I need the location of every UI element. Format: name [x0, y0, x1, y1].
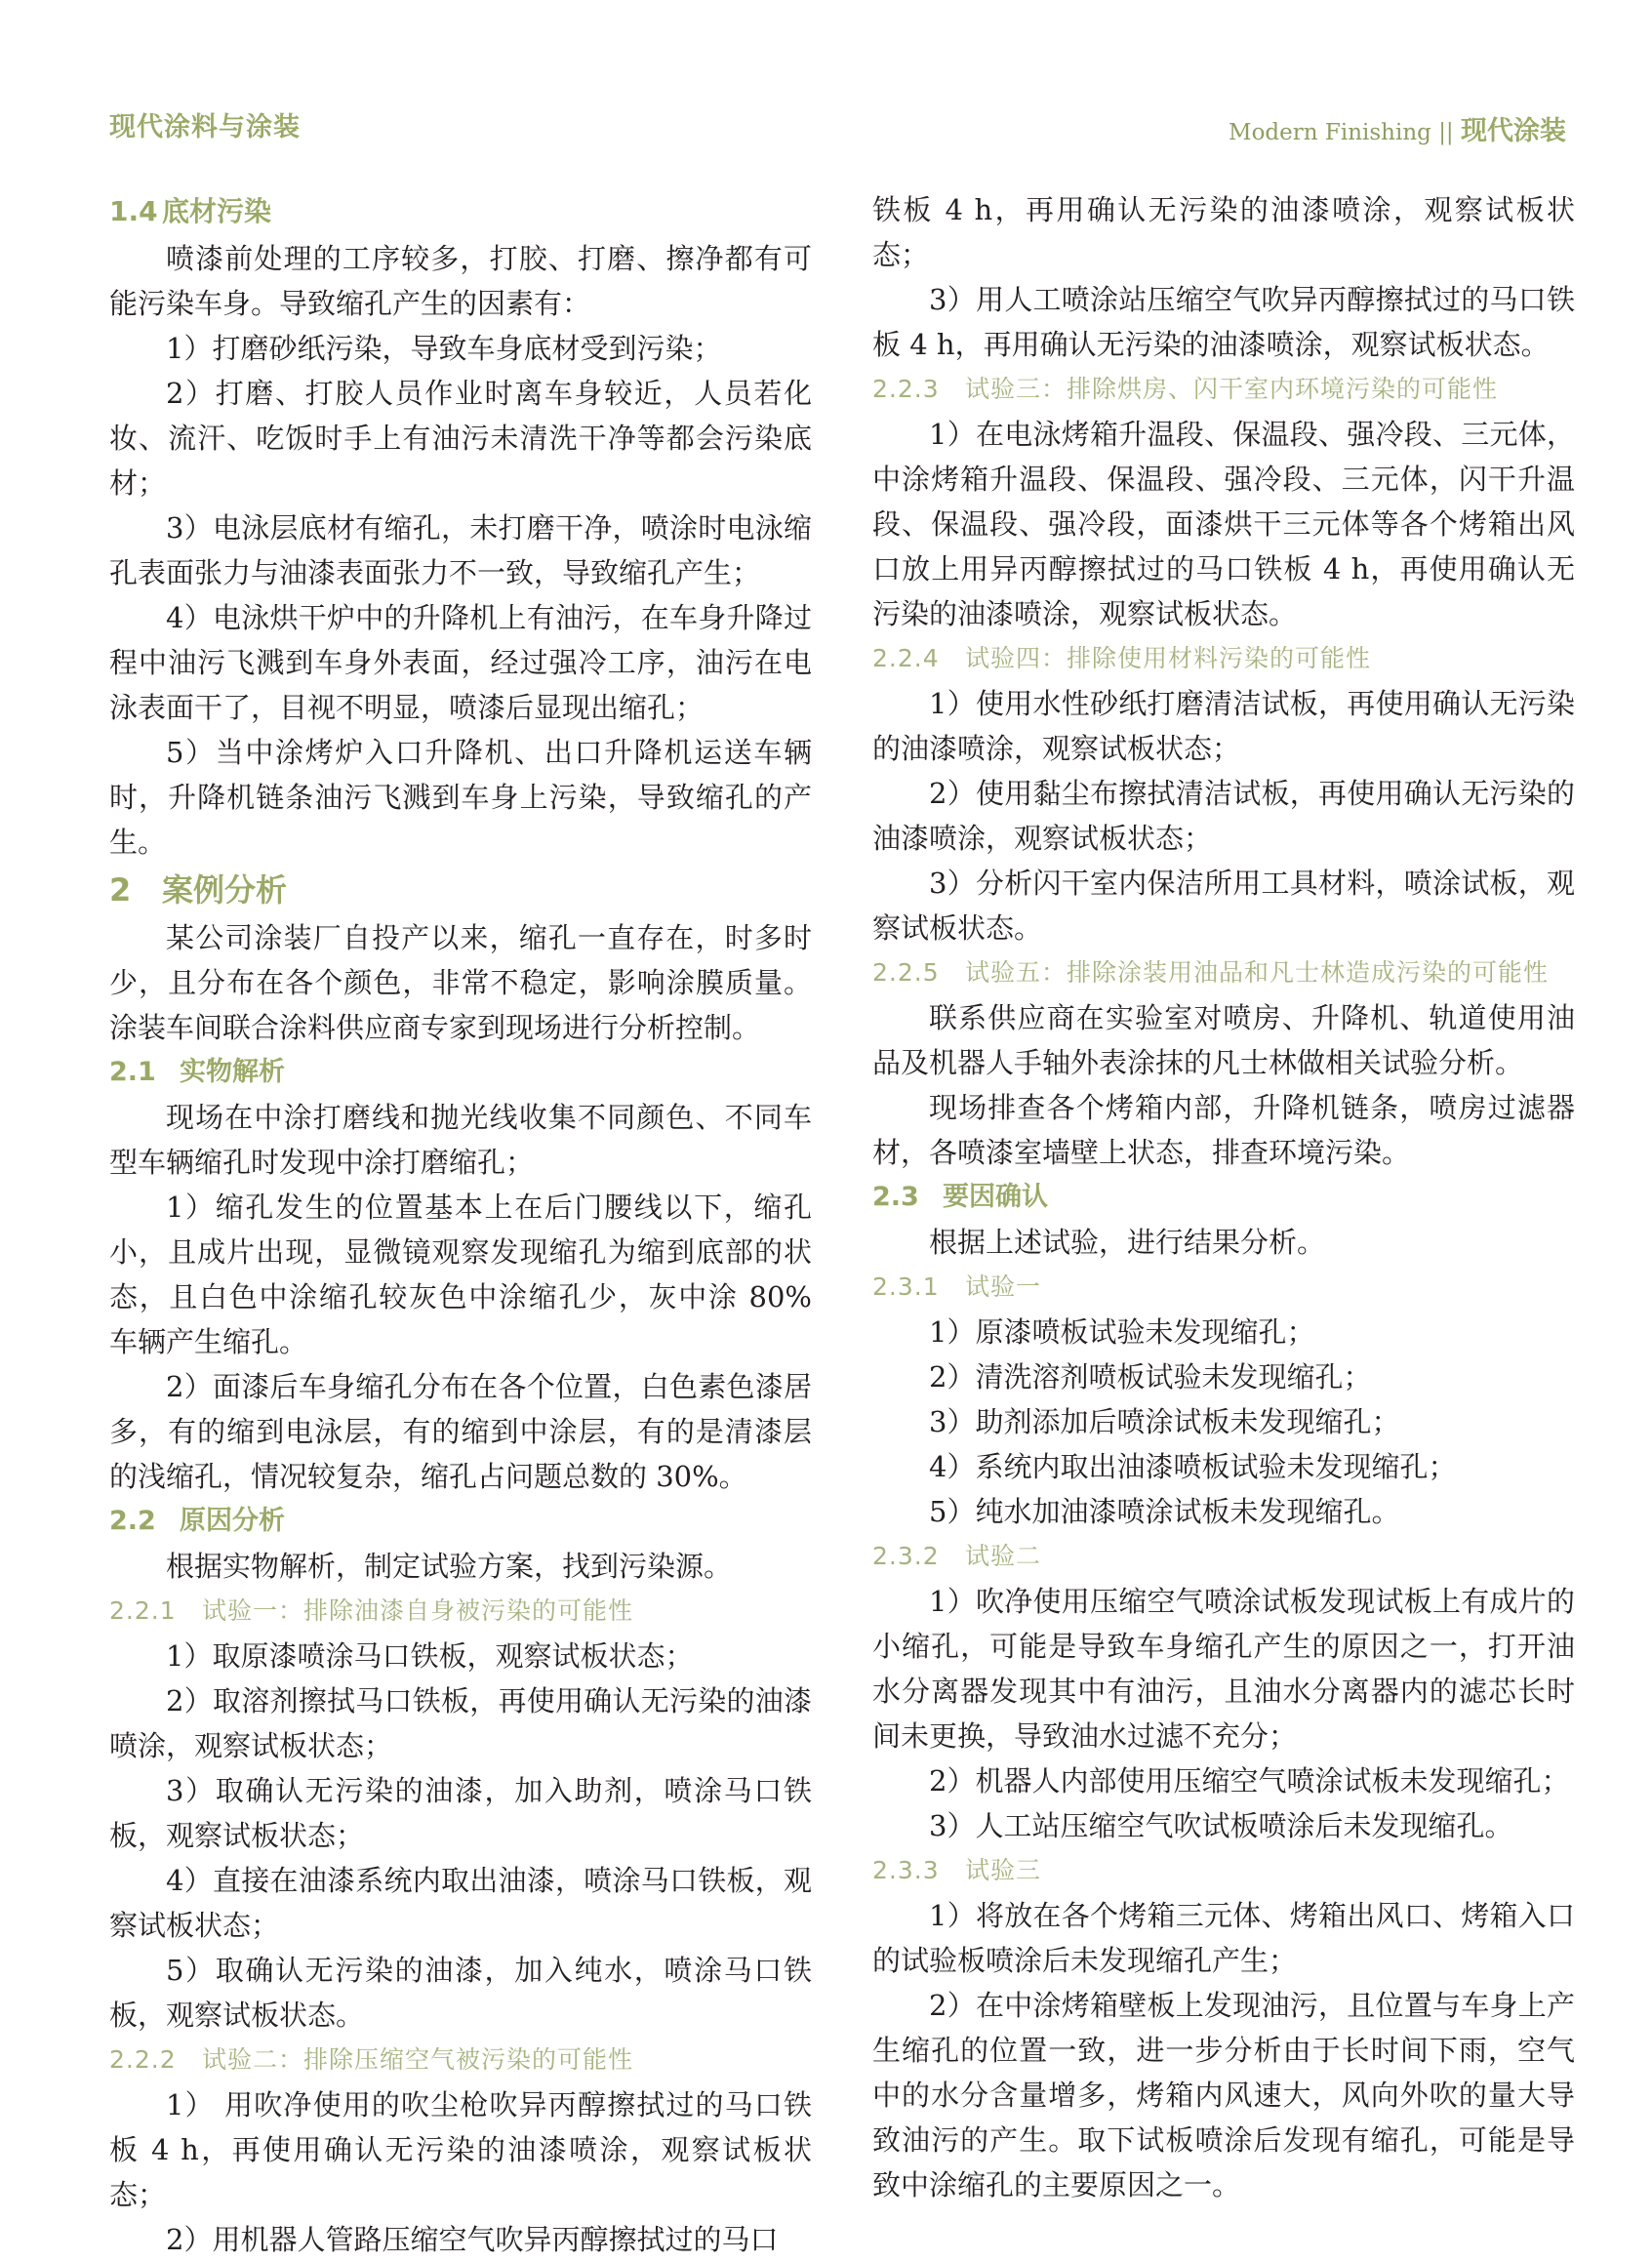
page-header [109, 105, 1566, 144]
paragraph: 1）原漆喷板试验未发现缩孔； [929, 1315, 1315, 1349]
paragraph: 1）在电泳烤箱升温段、保温段、强冷段、三元体，中涂烤箱升温段、保温段、强冷段、三元体，闪干升温段、保温段、强冷段，面漆烘干三元体等各个烤箱出风口放上用异丙醇擦拭过的马口铁板 4 h，再使用确认无污染的油漆喷涂，观察试板状态。 [872, 418, 1575, 630]
paragraph: 1）将放在各个烤箱三元体、烤箱出风口、烤箱入口的试验板喷涂后未发现缩孔产生； [872, 1899, 1575, 1977]
paragraph: 联系供应商在实验室对喷房、升降机、轨道使用油品及机器人手轴外表涂抹的凡士林做相关试验分析。 [872, 1001, 1575, 1079]
paragraph: 喷漆前处理的工序较多，打胶、打磨、擦净都有可能污染车身。导致缩孔产生的因素有： [109, 242, 812, 320]
paragraph: 2）用机器人管路压缩空气吹异丙醇擦拭过的马口 [166, 2223, 779, 2256]
left-column [109, 187, 812, 2262]
paragraph: 4）系统内取出油漆喷板试验未发现缩孔； [929, 1450, 1457, 1483]
journal-name-cn: 现代涂装 [1461, 116, 1566, 146]
paragraph: 根据实物解析，制定试验方案，找到污染源。 [166, 1550, 733, 1583]
right-column [872, 187, 1575, 2207]
subsubsection-heading: 2.2.2 试验二：排除压缩空气被污染的可能性 [109, 2045, 634, 2074]
paragraph: 2）打磨、打胶人员作业时离车身较近，人员若化妆、流汗、吃饭时手上有油污未清洗干净等都会污染底材； [109, 377, 812, 500]
paragraph: 3）取确认无污染的油漆，加入助剂，喷涂马口铁板，观察试板状态； [109, 1774, 812, 1852]
subsubsection-heading: 2.3.3 试验三 [872, 1856, 1042, 1884]
paragraph: 2）使用黏尘布擦拭清洁试板，再使用确认无污染的油漆喷涂，观察试板状态； [872, 777, 1575, 855]
paragraph: 根据上述试验，进行结果分析。 [929, 1226, 1326, 1259]
paragraph: 2）机器人内部使用压缩空气喷涂试板未发现缩孔； [929, 1764, 1570, 1797]
subsubsection-heading: 2.2.1 试验一：排除油漆自身被污染的可能性 [109, 1596, 634, 1625]
paragraph: 4）直接在油漆系统内取出油漆，喷涂马口铁板，观察试板状态； [109, 1864, 812, 1942]
paragraph: 1）吹净使用压缩空气喷涂试板发现试板上有成片的小缩孔，可能是导致车身缩孔产生的原因之一，打开油水分离器发现其中有油污，且油水分离器内的滤芯长时间未更换，导致油水过滤不充分； [872, 1585, 1575, 1753]
subsubsection-heading: 2.3.1 试验一 [872, 1272, 1042, 1301]
paragraph: 1）缩孔发生的位置基本上在后门腰线以下，缩孔小，且成片出现，显微镜观察发现缩孔为缩到底部的状态，且白色中涂缩孔较灰色中涂缩孔少，灰中涂 80% 车辆产生缩孔。 [109, 1191, 812, 1358]
paragraph: 2）在中涂烤箱壁板上发现油污，且位置与车身上产生缩孔的位置一致，进一步分析由于长时间下雨，空气中的水分含量增多，烤箱内风速大，风向外吹的量大导致油污的产生。取下试板喷涂后发现有缩孔，可能是导致中涂缩孔的主要原因之一。 [872, 1989, 1575, 2201]
paragraph: 现场在中涂打磨线和抛光线收集不同颜色、不同车型车辆缩孔时发现中涂打磨缩孔； [109, 1101, 812, 1179]
paragraph: 5）当中涂烤炉入口升降机、出口升降机运送车辆时，升降机链条油污飞溅到车身上污染，导致缩孔的产生。 [109, 736, 812, 859]
paragraph: 3）助剂添加后喷涂试板未发现缩孔； [929, 1405, 1400, 1438]
header-separator: || [1438, 120, 1454, 145]
subsubsection-heading: 2.3.2 试验二 [872, 1542, 1042, 1570]
paragraph: 1）打磨砂纸污染，导致车身底材受到污染； [166, 332, 722, 365]
paragraph: 5）纯水加油漆喷涂试板未发现缩孔。 [929, 1495, 1400, 1528]
paragraph: 现场排查各个烤箱内部，升降机链条，喷房过滤器材，各喷漆室墙壁上状态，排查环境污染。 [872, 1091, 1575, 1169]
subsection-heading: 2.1 实物解析 [109, 1057, 285, 1087]
paragraph: 2）面漆后车身缩孔分布在各个位置，白色素色漆居多，有的缩到电泳层，有的缩到中涂层，有的是清漆层的浅缩孔，情况较复杂，缩孔占问题总数的 30%。 [109, 1370, 812, 1493]
paragraph: 1） 用吹净使用的吹尘枪吹异丙醇擦拭过的马口铁板 4 h，再使用确认无污染的油漆喷涂，观察试板状态； [109, 2088, 812, 2211]
paragraph: 3）人工站压缩空气吹试板喷涂后未发现缩孔。 [929, 1809, 1513, 1842]
journal-name-en: Modern Finishing [1229, 120, 1431, 145]
paragraph: 3）用人工喷涂站压缩空气吹异丙醇擦拭过的马口铁板 4 h，再用确认无污染的油漆喷涂，观察试板状态。 [872, 283, 1575, 361]
subsubsection-heading: 2.2.3 试验三：排除烘房、闪干室内环境污染的可能性 [872, 375, 1499, 403]
paragraph: 1）取原漆喷涂马口铁板，观察试板状态； [166, 1639, 694, 1673]
subsection-heading: 2.2 原因分析 [109, 1506, 285, 1536]
paragraph: 2）取溶剂擦拭马口铁板，再使用确认无污染的油漆喷涂，观察试板状态； [109, 1684, 812, 1762]
journal-name: 现代涂料与涂装 [109, 112, 301, 142]
paragraph: 3）电泳层底材有缩孔，未打磨干净，喷涂时电泳缩孔表面张力与油漆表面张力不一致，导致缩孔产生； [109, 511, 812, 589]
paragraph: 3）分析闪干室内保洁所用工具材料，喷涂试板，观察试板状态。 [872, 867, 1575, 945]
subsubsection-heading: 2.2.4 试验四：排除使用材料污染的可能性 [872, 644, 1372, 672]
paragraph: 铁板 4 h，再用确认无污染的油漆喷涂，观察试板状态； [872, 193, 1575, 271]
subsubsection-heading: 2.2.5 试验五：排除涂装用油品和凡士林造成污染的可能性 [872, 958, 1550, 987]
paragraph: 4）电泳烘干炉中的升降机上有油污，在车身升降过程中油污飞溅到车身外表面，经过强冷工序，油污在电泳表面干了，目视不明显，喷漆后显现出缩孔； [109, 601, 812, 724]
section-heading: 1.4 底材污染 [109, 195, 272, 227]
journal-name-right [1229, 109, 1566, 147]
paragraph: 5）取确认无污染的油漆，加入纯水，喷涂马口铁板，观察试板状态。 [109, 1954, 812, 2032]
subsection-heading: 2.3 要因确认 [872, 1182, 1048, 1212]
paragraph: 某公司涂装厂自投产以来，缩孔一直存在，时多时少，且分布在各个颜色，非常不稳定，影响涂膜质量。涂装车间联合涂料供应商专家到现场进行分析控制。 [109, 921, 812, 1044]
paragraph: 2）清洗溶剂喷板试验未发现缩孔； [929, 1360, 1372, 1394]
paragraph: 1）使用水性砂纸打磨清洁试板，再使用确认无污染的油漆喷涂，观察试板状态； [872, 687, 1575, 765]
section-heading: 2 案例分析 [109, 871, 288, 909]
